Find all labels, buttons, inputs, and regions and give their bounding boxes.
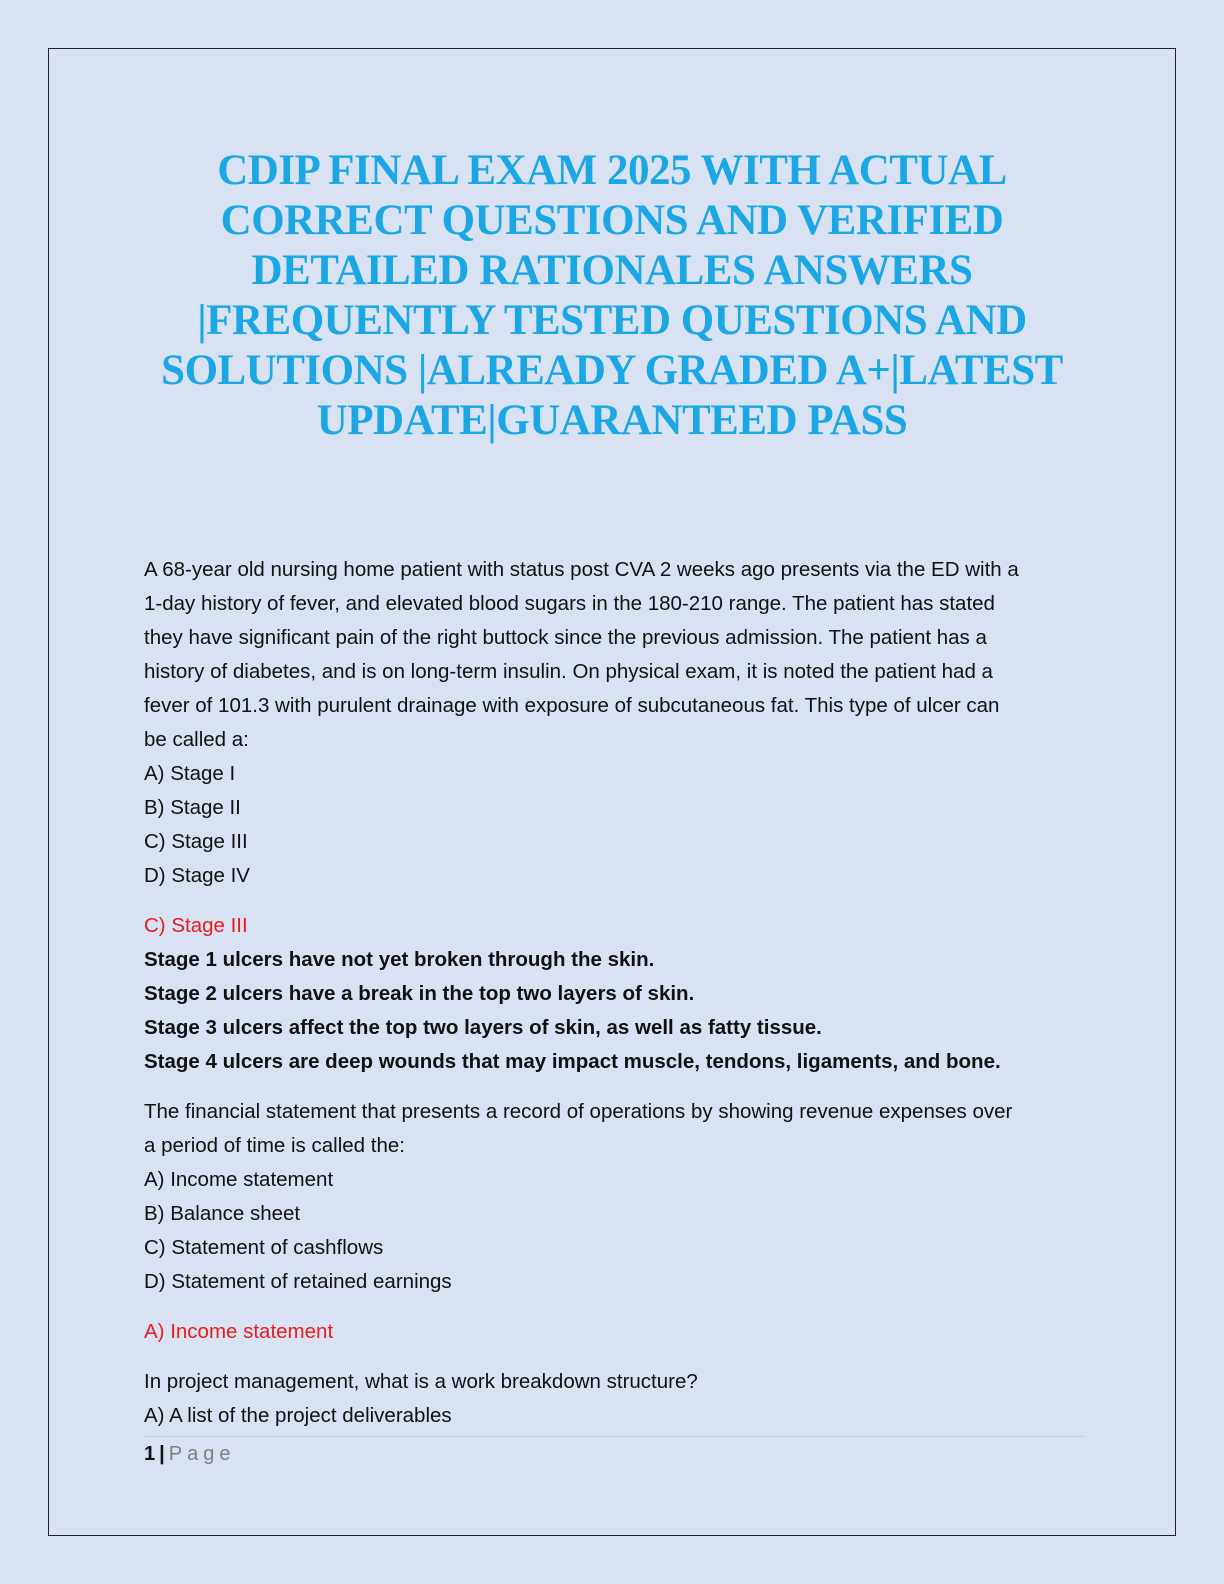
question-3 — [144, 1365, 1084, 1433]
question-text-line: history of diabetes, and is on long-term insulin. On physical exam, it is noted the patient had a — [144, 660, 993, 683]
rationale-line: Stage 4 ulcers are deep wounds that may impact muscle, tendons, ligaments, and bone. — [144, 1050, 1001, 1073]
title-line: DETAILED RATIONALES ANSWERS — [251, 247, 973, 294]
page-footer — [144, 1440, 235, 1468]
question-text-line: they have significant pain of the right buttock since the previous admission. The patient has a — [144, 626, 987, 649]
question-1 — [144, 553, 1084, 893]
page-number: 1 — [144, 1443, 156, 1465]
correct-answer: A) Income statement — [144, 1320, 334, 1343]
title-line: SOLUTIONS |ALREADY GRADED A+|LATEST — [161, 347, 1063, 394]
document-body — [144, 553, 1084, 1433]
title-line: UPDATE|GUARANTEED PASS — [316, 397, 908, 444]
question-text-line: a period of time is called the: — [144, 1134, 405, 1157]
title-line: CORRECT QUESTIONS AND VERIFIED — [220, 197, 1004, 244]
correct-answer: C) Stage III — [144, 914, 248, 937]
answer-option: D) Stage IV — [144, 864, 250, 887]
question-text-line: be called a: — [144, 728, 249, 751]
answer-option: A) A list of the project deliverables — [144, 1404, 452, 1427]
footer-divider — [144, 1436, 1084, 1437]
footer-separator: | — [159, 1443, 165, 1465]
question-text-line: fever of 101.3 with purulent drainage with exposure of subcutaneous fat. This type of ulcer can — [144, 694, 1000, 717]
question-text-line: In project management, what is a work breakdown structure? — [144, 1370, 698, 1393]
question-text-line: 1-day history of fever, and elevated blood sugars in the 180-210 range. The patient has stated — [144, 592, 995, 615]
document-title — [130, 146, 1094, 446]
answer-option: B) Balance sheet — [144, 1202, 301, 1225]
page-label: Page — [168, 1443, 236, 1465]
question-text-line: A 68-year old nursing home patient with status post CVA 2 weeks ago presents via the ED with a — [144, 558, 1019, 581]
answer-option: A) Stage I — [144, 762, 236, 785]
rationale-line: Stage 1 ulcers have not yet broken through the skin. — [144, 948, 655, 971]
rationale-line: Stage 2 ulcers have a break in the top two layers of skin. — [144, 982, 695, 1005]
answer-option: B) Stage II — [144, 796, 241, 819]
question-2 — [144, 1095, 1084, 1299]
title-line: CDIP FINAL EXAM 2025 WITH ACTUAL — [217, 147, 1007, 194]
title-line: |FREQUENTLY TESTED QUESTIONS AND — [197, 297, 1027, 344]
rationale-line: Stage 3 ulcers affect the top two layers of skin, as well as fatty tissue. — [144, 1016, 822, 1039]
answer-option: C) Stage III — [144, 830, 248, 853]
answer-option: C) Statement of cashflows — [144, 1236, 384, 1259]
question-text-line: The financial statement that presents a record of operations by showing revenue expenses over — [144, 1100, 1013, 1123]
answer-option: D) Statement of retained earnings — [144, 1270, 452, 1293]
answer-option: A) Income statement — [144, 1168, 334, 1191]
